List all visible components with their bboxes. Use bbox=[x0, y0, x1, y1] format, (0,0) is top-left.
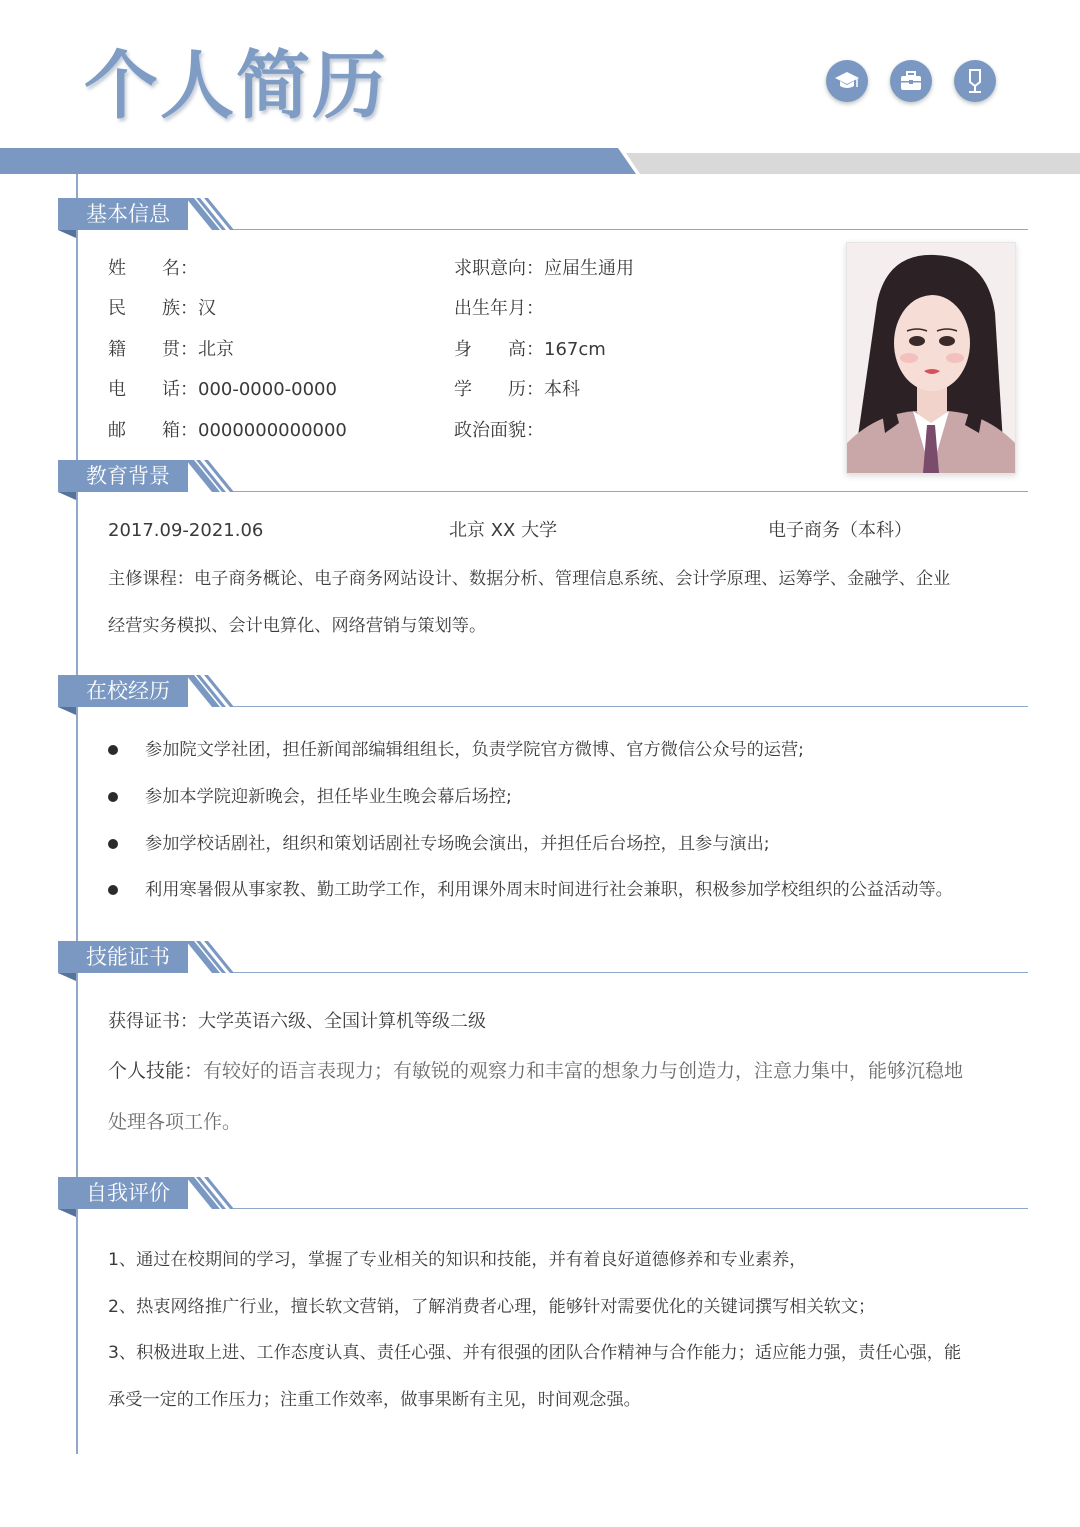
section-fold bbox=[58, 230, 76, 238]
edu-period: 2017.09-2021.06 bbox=[108, 520, 264, 541]
section-fold bbox=[58, 973, 76, 981]
field-value: 本科 bbox=[544, 379, 580, 400]
section-header-education bbox=[58, 460, 1028, 492]
section-stripes bbox=[186, 675, 238, 707]
skills-label: 个人技能： bbox=[108, 1060, 204, 1082]
field-phone bbox=[108, 378, 337, 402]
field-value: 0000000000000 bbox=[198, 420, 347, 441]
field-intent bbox=[454, 257, 634, 281]
edu-major: 电子商务（本科） bbox=[768, 520, 912, 541]
section-header-self bbox=[58, 1177, 1028, 1209]
self-line2: 2、热衷网络推广行业，擅长软文营销，了解消费者心理，能够针对需要优化的关键词撰写相关软文； bbox=[108, 1297, 876, 1317]
field-label: 学 历： bbox=[454, 379, 544, 400]
section-title: 在校经历 bbox=[58, 675, 188, 707]
section-title: 教育背景 bbox=[58, 460, 188, 492]
edu-courses-line2: 经营实务模拟、会计电算化、网络营销与策划等。 bbox=[108, 616, 487, 636]
field-ethnic bbox=[108, 297, 216, 321]
list-item: 利用寒暑假从事家教、勤工助学工作，利用课外周末时间进行社会兼职，积极参加学校组织的公益活动等。 bbox=[145, 880, 953, 900]
field-label: 身 高： bbox=[454, 339, 544, 360]
field-value: 北京 bbox=[198, 339, 234, 360]
field-label: 出生年月： bbox=[454, 298, 544, 319]
edu-school: 北京 XX 大学 bbox=[449, 520, 558, 541]
self-line1: 1、通过在校期间的学习，掌握了专业相关的知识和技能，并有着良好道德修养和专业素养， bbox=[108, 1250, 807, 1270]
self-line4: 承受一定的工作压力；注重工作效率，做事果断有主见，时间观念强。 bbox=[108, 1390, 641, 1410]
list-item: 参加院文学社团，担任新闻部编辑组组长，负责学院官方微博、官方微信公众号的运营; bbox=[145, 740, 804, 760]
field-name bbox=[108, 257, 198, 281]
briefcase-icon bbox=[890, 60, 932, 102]
edu-courses-line1: 主修课程：电子商务概论、电子商务网站设计、数据分析、管理信息系统、会计学原理、运筹学、金融学、企业 bbox=[108, 569, 951, 589]
field-label: 电 话： bbox=[108, 379, 198, 400]
field-label: 民 族： bbox=[108, 298, 198, 319]
section-divider bbox=[233, 972, 1028, 973]
bullet-dot bbox=[108, 792, 118, 802]
section-stripes bbox=[186, 1177, 238, 1209]
section-fold bbox=[58, 1209, 76, 1217]
field-birth bbox=[454, 297, 544, 321]
skills-cert: 获得证书：大学英语六级、全国计算机等级二级 bbox=[108, 1011, 486, 1032]
list-item: 参加本学院迎新晚会，担任毕业生晚会幕后场控; bbox=[145, 787, 512, 807]
skills-text: 有较好的语言表现力；有敏锐的观察力和丰富的想象力与创造力，注意力集中，能够沉稳地 bbox=[203, 1060, 964, 1082]
section-divider bbox=[233, 229, 1028, 230]
section-stripes bbox=[186, 460, 238, 492]
field-label: 求职意向： bbox=[454, 258, 544, 279]
field-politics bbox=[454, 419, 544, 443]
section-fold bbox=[58, 707, 76, 715]
section-title: 自我评价 bbox=[58, 1177, 188, 1209]
list-item: 参加学校话剧社，组织和策划话剧社专场晚会演出，并担任后台场控，且参与演出; bbox=[145, 834, 770, 854]
section-header-skills bbox=[58, 941, 1028, 973]
field-label: 邮 箱： bbox=[108, 420, 198, 441]
header-band-gray bbox=[626, 153, 1080, 174]
field-email bbox=[108, 419, 347, 443]
skills-line1 bbox=[108, 1059, 963, 1083]
bullet-dot bbox=[108, 885, 118, 895]
self-line3: 3、积极进取上进、工作态度认真、责任心强、并有很强的团队合作精神与合作能力；适应能力强，责任心强，能 bbox=[108, 1343, 962, 1363]
field-degree bbox=[454, 378, 580, 402]
timeline-line bbox=[76, 174, 78, 1454]
profile-photo bbox=[846, 242, 1016, 474]
section-title: 技能证书 bbox=[58, 941, 188, 973]
header-band bbox=[0, 148, 636, 174]
section-fold bbox=[58, 492, 76, 500]
bullet-dot bbox=[108, 745, 118, 755]
bullet-dot bbox=[108, 839, 118, 849]
graduation-cap-icon bbox=[826, 60, 868, 102]
field-label: 籍 贯： bbox=[108, 339, 198, 360]
section-header-campus bbox=[58, 675, 1028, 707]
section-stripes bbox=[186, 198, 238, 230]
field-height bbox=[454, 338, 606, 362]
field-value: 应届生通用 bbox=[544, 258, 634, 279]
field-label: 姓 名： bbox=[108, 258, 198, 279]
field-value: 167cm bbox=[544, 339, 606, 360]
page-title: 个人简历 bbox=[84, 43, 388, 129]
section-title: 基本信息 bbox=[58, 198, 188, 230]
section-divider bbox=[233, 706, 1028, 707]
field-origin bbox=[108, 338, 234, 362]
section-header-basic bbox=[58, 198, 1028, 230]
skills-line2: 处理各项工作。 bbox=[108, 1111, 242, 1133]
pen-nib-icon bbox=[954, 60, 996, 102]
section-divider bbox=[233, 491, 1028, 492]
field-value: 汉 bbox=[198, 298, 216, 319]
field-label: 政治面貌： bbox=[454, 420, 544, 441]
field-value: 000-0000-0000 bbox=[198, 379, 337, 400]
section-divider bbox=[233, 1208, 1028, 1209]
section-stripes bbox=[186, 941, 238, 973]
